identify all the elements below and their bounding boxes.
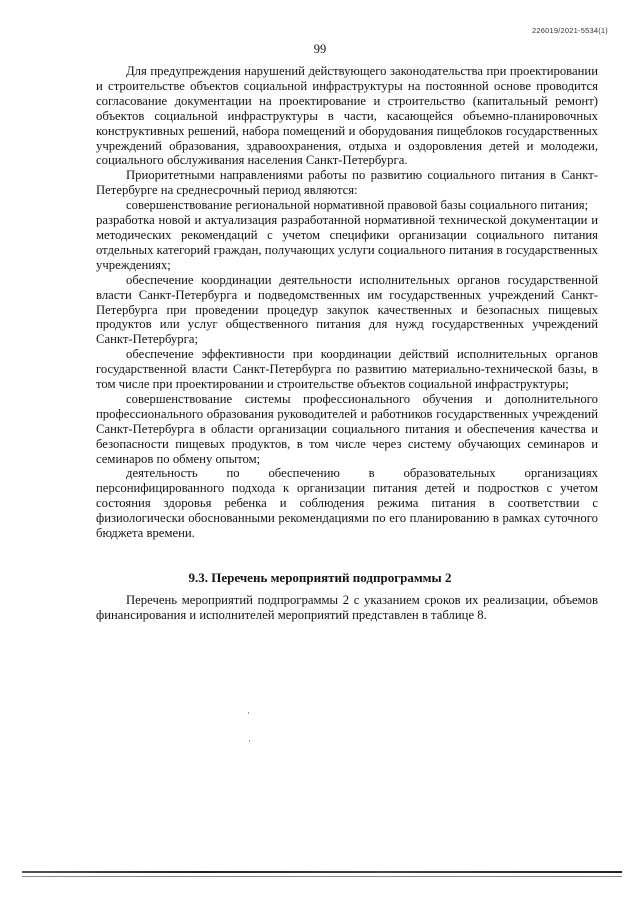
- page-bottom-rule: [22, 871, 622, 873]
- scan-artifact: [248, 712, 249, 714]
- list-item-procurement-coordination: обеспечение координации деятельности исполнительных органов государственной власти Санкт-Петербурга и подведомственных им государственных учреждений Санкт-Петербурга при проведении процедур закупок качественных и безопасных пищевых продуктов или услуг общественного питания для нужд государственных учреждений Санкт-Петербурга;: [96, 272, 598, 347]
- paragraph-intro: Для предупреждения нарушений действующего законодательства при проектировании и строительстве объектов социальной инфраструктуры на постоянной основе проводится согласование документации на проектирование и строительство (капитальный ремонт) объектов социальной инфраструктуры в части, касающейся объемно-планировочных конструктивных решений, набора помещений и оборудования пищеблоков государственных учреждений образования, здравоохранения, отдыха и оздоровления детей и молодежи, социального обслуживания населения Санкт-Петербурга.: [96, 64, 598, 168]
- list-item-technical-documentation: разработка новой и актуализация разработанной нормативной технической документации и методических рекомендаций с учетом специфики организации социального питания отдельных категорий граждан, получающих услуги социального питания в государственных учреждениях;: [96, 213, 598, 272]
- section-heading: 9.3. Перечень мероприятий подпрограммы 2: [188, 570, 452, 585]
- list-item-professional-training: совершенствование системы профессионального обучения и дополнительного профессионального образования руководителей и работников государственных учреждений Санкт-Петербурга в области организации социального питания и обеспечения качества и безопасности пищевых продуктов, в том числе через систему обучающих семинаров и семинаров по обмену опытом;: [96, 391, 598, 466]
- list-item-regulatory-base: совершенствование региональной нормативной правовой базы социального питания;: [126, 198, 589, 213]
- body-text: [96, 64, 598, 541]
- scan-artifact: [249, 740, 250, 742]
- list-item-personalized-nutrition: деятельность по обеспечению в образовательных организациях персонифицированного подхода к организации питания детей и подростков с учетом состояния здоровья ребенка и соблюдения режима питания в соответствии с физиологически обоснованными рекомендациями по его планированию в рамках суточного бюджета времени.: [96, 466, 598, 541]
- page-number: 99: [313, 42, 327, 56]
- paragraph-table-reference: Перечень мероприятий подпрограммы 2 с указанием сроков их реализации, объемов финансирования и исполнителей мероприятий представлен в таблице 8.: [96, 593, 598, 622]
- page-bottom-rule: [22, 876, 622, 877]
- paragraph-priorities: Приоритетными направлениями работы по развитию социального питания в Санкт-Петербурге на среднесрочный период являются:: [96, 168, 598, 198]
- document-id: 226019/2021-5534(1): [532, 26, 608, 35]
- section-body: [96, 593, 598, 623]
- list-item-material-base: обеспечение эффективности при координации действий исполнительных органов государственной власти Санкт-Петербурга по развитию материально-технической базы, в том числе при проектировании и строительстве объектов социальной инфраструктуры;: [96, 347, 598, 392]
